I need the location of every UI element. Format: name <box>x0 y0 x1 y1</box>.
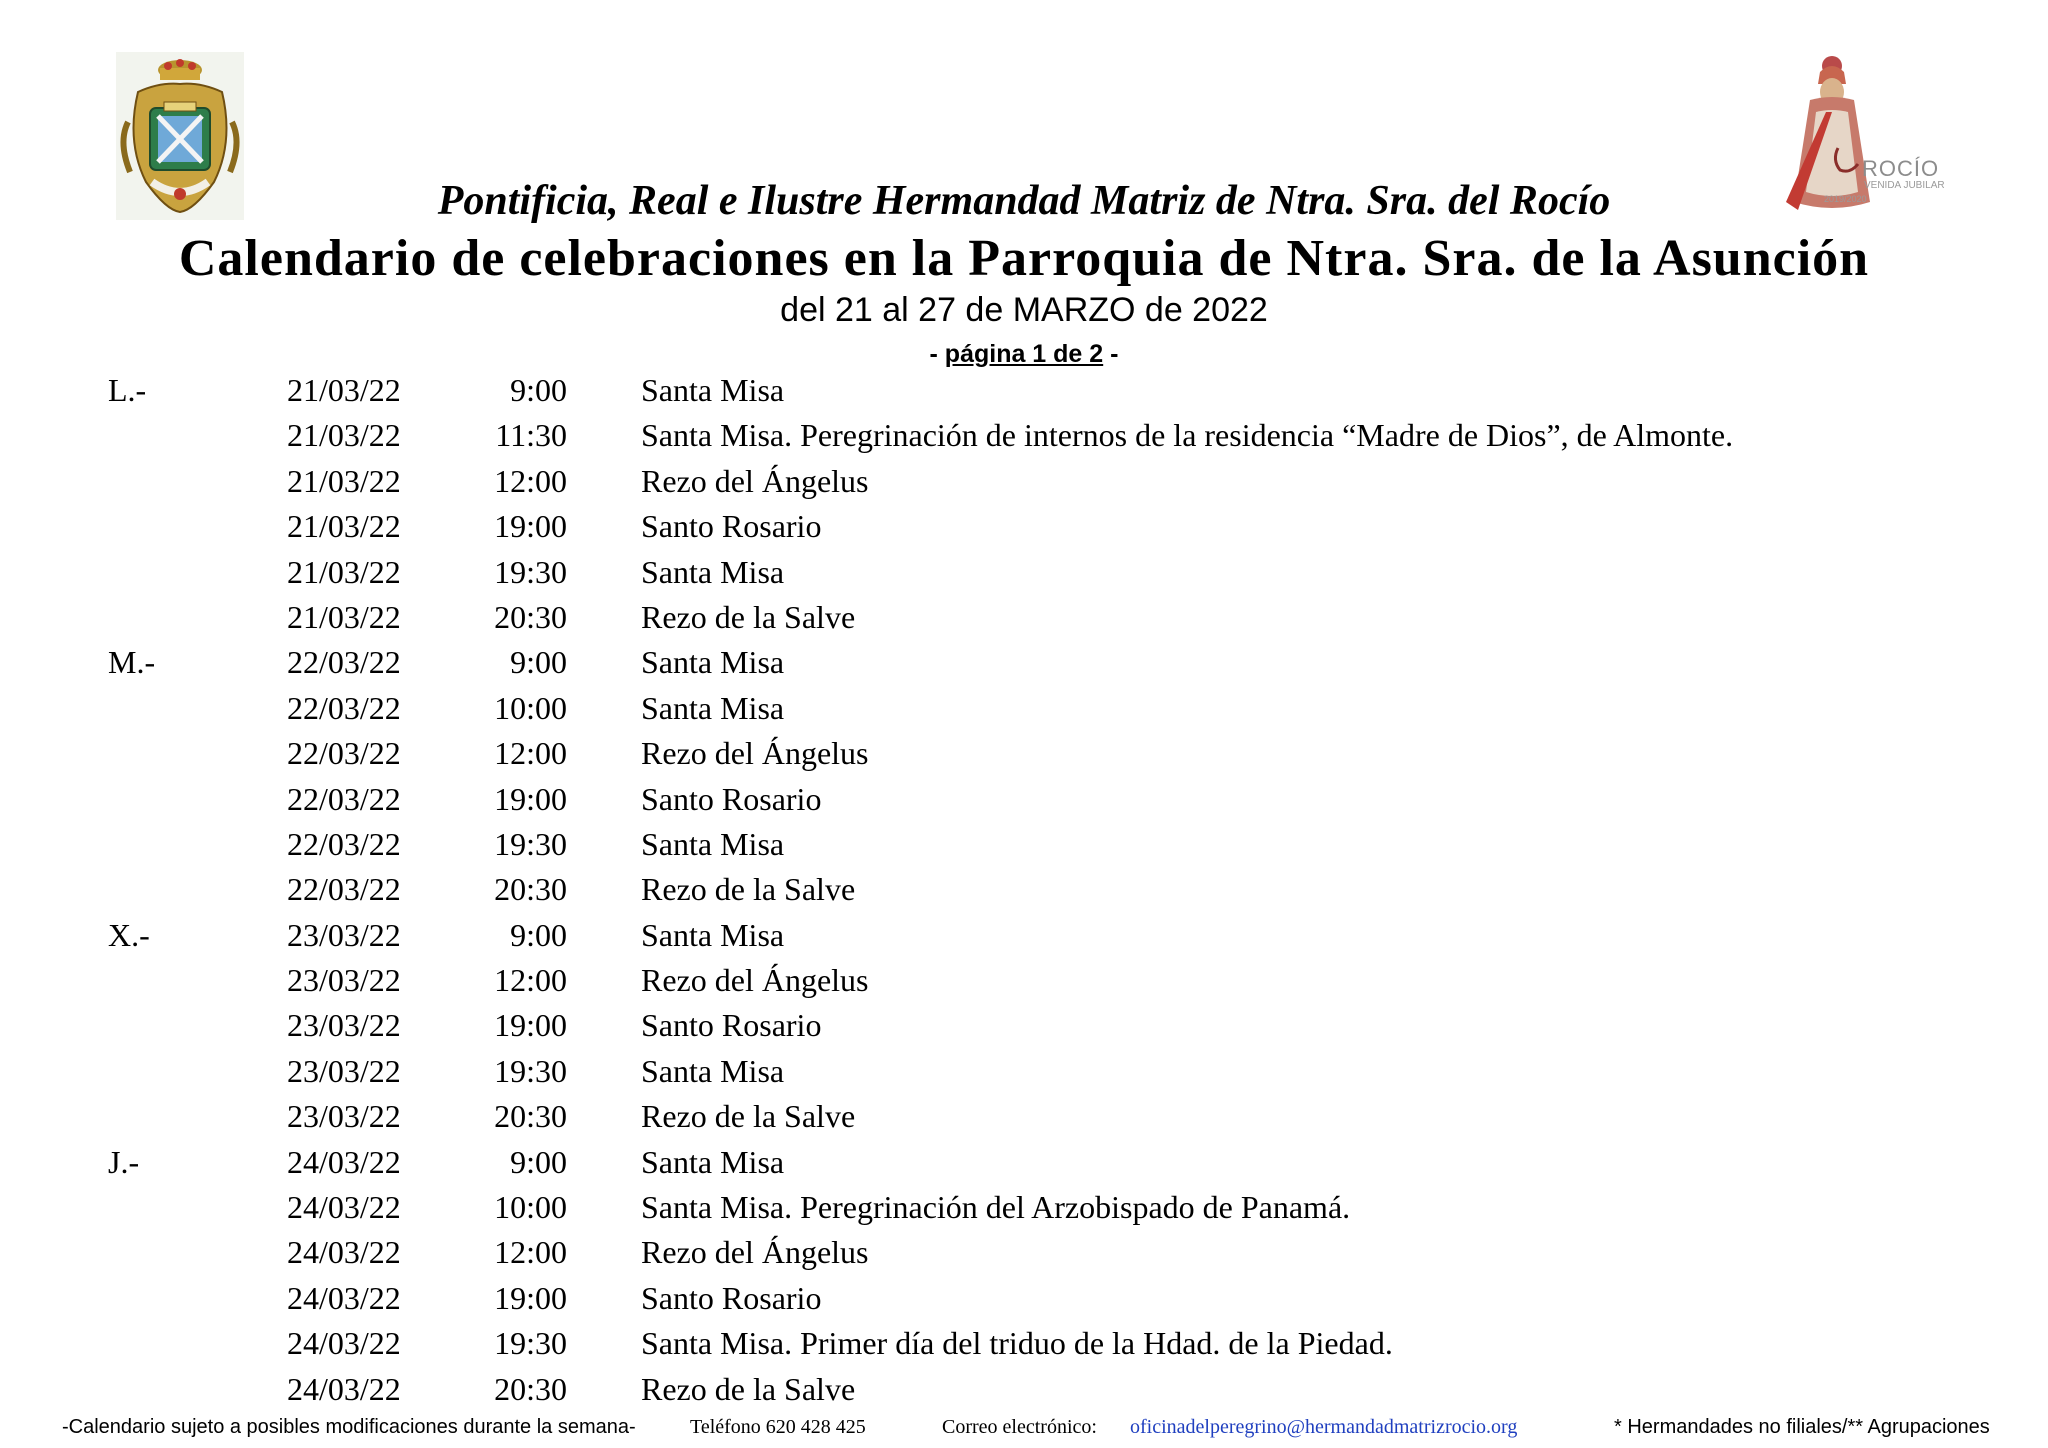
time-cell: 9:00 <box>510 372 567 408</box>
description-cell: Santa Misa <box>641 372 785 408</box>
schedule-row <box>0 686 2048 731</box>
date-cell: 24/03/22 <box>287 1279 401 1316</box>
time-cell: 12:00 <box>494 462 567 499</box>
schedule-row <box>0 1367 2048 1412</box>
schedule-row <box>0 1276 2048 1321</box>
schedule-row <box>0 1185 2048 1230</box>
description-cell: Santa Misa. Primer día del triduo de la Hdad. de la Piedad. <box>641 1325 1393 1362</box>
date-cell: 23/03/22 <box>287 1052 401 1089</box>
time-cell: 19:30 <box>494 1052 567 1089</box>
day-label: M.- <box>108 644 156 681</box>
date-cell: 22/03/22 <box>287 825 401 862</box>
date-cell: 22/03/22 <box>287 735 401 772</box>
right-logo-years: 2019/2020 <box>1824 194 1867 204</box>
date-cell: 22/03/22 <box>287 689 401 726</box>
footer-note: -Calendario sujeto a posibles modificaciones durante la semana- <box>62 1416 636 1438</box>
footer <box>0 1416 2048 1446</box>
footer-legend: * Hermandades no filiales/** Agrupaciones <box>1614 1416 1990 1438</box>
schedule-row <box>0 1230 2048 1275</box>
date-cell: 21/03/22 <box>287 598 401 635</box>
time-cell: 19:00 <box>494 508 567 545</box>
footer-phone: Teléfono 620 428 425 <box>690 1416 866 1438</box>
date-cell: 24/03/22 <box>287 1325 401 1362</box>
time-cell: 19:30 <box>494 1325 567 1362</box>
description-cell: Rezo de la Salve <box>641 598 856 635</box>
description-cell: Santa Misa <box>641 825 785 862</box>
schedule-row <box>0 504 2048 549</box>
time-cell: 12:00 <box>494 735 567 772</box>
date-cell: 21/03/22 <box>287 553 401 590</box>
time-cell: 19:30 <box>494 553 567 590</box>
time-cell: 19:30 <box>494 825 567 862</box>
day-label: J.- <box>108 1143 140 1180</box>
schedule-row <box>0 913 2048 958</box>
date-cell: 22/03/22 <box>287 780 401 817</box>
footer-email-link[interactable]: oficinadelperegrino@hermandadmatrizrocio.org <box>1130 1416 1518 1438</box>
description-cell: Rezo de la Salve <box>641 1370 856 1407</box>
time-cell: 20:30 <box>494 871 567 908</box>
time-cell: 12:00 <box>494 962 567 999</box>
time-cell: 9:00 <box>510 1143 567 1180</box>
date-cell: 24/03/22 <box>287 1370 401 1407</box>
description-cell: Rezo del Ángelus <box>641 962 869 999</box>
date-cell: 24/03/22 <box>287 1189 401 1226</box>
schedule-row <box>0 1003 2048 1048</box>
date-cell: 22/03/22 <box>287 871 401 908</box>
schedule-row <box>0 822 2048 867</box>
schedule-row <box>0 1094 2048 1139</box>
description-cell: Santa Misa <box>641 644 785 681</box>
date-cell: 21/03/22 <box>287 462 401 499</box>
time-cell: 20:30 <box>494 598 567 635</box>
date-cell: 23/03/22 <box>287 962 401 999</box>
date-cell: 23/03/22 <box>287 1098 401 1135</box>
right-logo-subtext: VENIDA JUBILAR <box>1864 180 1945 191</box>
date-cell: 21/03/22 <box>287 417 401 454</box>
schedule-row <box>0 1140 2048 1185</box>
description-cell: Santa Misa <box>641 1143 785 1180</box>
description-cell: Rezo de la Salve <box>641 871 856 908</box>
description-cell: Santa Misa <box>641 916 785 953</box>
time-cell: 19:00 <box>494 1279 567 1316</box>
date-cell: 24/03/22 <box>287 1234 401 1271</box>
right-logo-text: ROCÍO <box>1862 156 1940 181</box>
description-cell: Santa Misa. Peregrinación del Arzobispado de Panamá. <box>641 1189 1351 1226</box>
time-cell: 20:30 <box>494 1098 567 1135</box>
schedule-row <box>0 777 2048 822</box>
time-cell: 9:00 <box>510 916 567 953</box>
description-cell: Rezo del Ángelus <box>641 462 869 499</box>
page-suffix: - <box>1103 340 1119 368</box>
schedule-row <box>0 1049 2048 1094</box>
time-cell: 9:00 <box>510 644 567 681</box>
page-title: Calendario de celebraciones en la Parroquia de Ntra. Sra. de la Asunción <box>178 230 1870 287</box>
day-label: X.- <box>108 916 150 953</box>
celebrations-list <box>0 368 2048 1412</box>
description-cell: Santa Misa <box>641 689 785 726</box>
date-cell: 23/03/22 <box>287 916 401 953</box>
date-cell: 21/03/22 <box>287 508 401 545</box>
description-cell: Santa Misa. Peregrinación de internos de la residencia “Madre de Dios”, de Almonte. <box>641 417 1734 454</box>
page-number: página 1 de 2 <box>944 340 1104 368</box>
description-cell: Santo Rosario <box>641 780 822 817</box>
schedule-row <box>0 867 2048 912</box>
time-cell: 12:00 <box>494 1234 567 1271</box>
schedule-row <box>0 1321 2048 1366</box>
description-cell: Rezo del Ángelus <box>641 1234 869 1271</box>
schedule-row <box>0 640 2048 685</box>
schedule-row <box>0 731 2048 776</box>
schedule-row <box>0 459 2048 504</box>
time-cell: 19:00 <box>494 1007 567 1044</box>
time-cell: 10:00 <box>494 1189 567 1226</box>
description-cell: Santa Misa <box>641 1052 785 1089</box>
page-prefix: - <box>929 340 945 368</box>
schedule-row <box>0 550 2048 595</box>
description-cell: Santo Rosario <box>641 1279 822 1316</box>
time-cell: 20:30 <box>494 1370 567 1407</box>
description-cell: Rezo del Ángelus <box>641 735 869 772</box>
date-cell: 24/03/22 <box>287 1143 401 1180</box>
time-cell: 19:00 <box>494 780 567 817</box>
schedule-row <box>0 413 2048 458</box>
date-cell: 22/03/22 <box>287 644 401 681</box>
date-range: del 21 al 27 de MARZO de 2022 <box>780 291 1268 329</box>
date-cell: 21/03/22 <box>287 372 401 408</box>
footer-email-label: Correo electrónico: <box>942 1416 1097 1438</box>
schedule-row <box>0 368 2048 413</box>
page-indicator <box>0 340 2048 369</box>
date-cell: 23/03/22 <box>287 1007 401 1044</box>
time-cell: 10:00 <box>494 689 567 726</box>
description-cell: Santo Rosario <box>641 1007 822 1044</box>
description-cell: Santo Rosario <box>641 508 822 545</box>
schedule-row <box>0 595 2048 640</box>
description-cell: Rezo de la Salve <box>641 1098 856 1135</box>
hermandad-subtitle: Pontificia, Real e Ilustre Hermandad Matriz de Ntra. Sra. del Rocío <box>437 178 1611 224</box>
schedule-row <box>0 958 2048 1003</box>
day-label: L.- <box>108 372 147 408</box>
time-cell: 11:30 <box>495 417 567 454</box>
description-cell: Santa Misa <box>641 553 785 590</box>
